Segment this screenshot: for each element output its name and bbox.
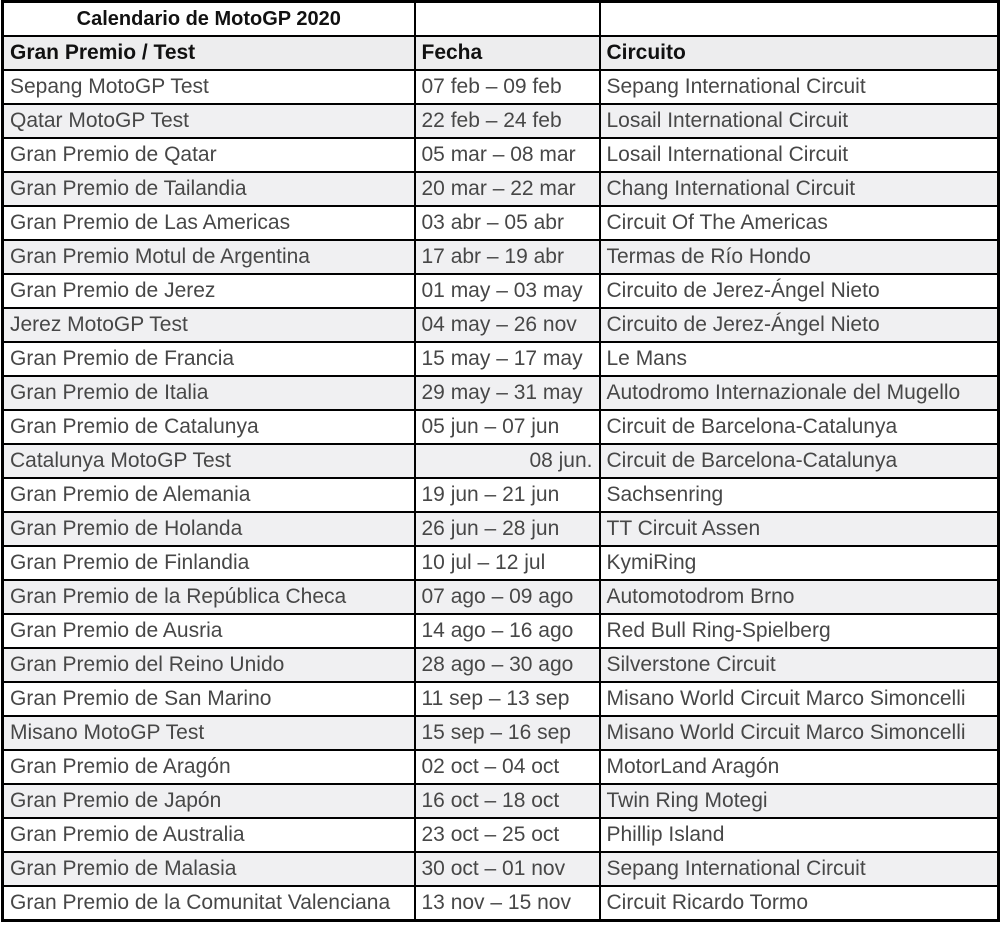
fecha-cell: 07 feb – 09 feb (415, 70, 600, 104)
circuito-cell: Circuit de Barcelona-Catalunya (600, 444, 999, 478)
gp-cell: Gran Premio de Malasia (3, 852, 415, 886)
fecha-cell: 08 jun. (415, 444, 600, 478)
circuito-cell: Silverstone Circuit (600, 648, 999, 682)
table-row (3, 716, 999, 750)
gp-cell: Gran Premio de Tailandia (3, 172, 415, 206)
circuito-cell: Misano World Circuit Marco Simoncelli (600, 682, 999, 716)
fecha-cell: 26 jun – 28 jun (415, 512, 600, 546)
fecha-cell: 15 sep – 16 sep (415, 716, 600, 750)
table-row (3, 240, 999, 274)
fecha-cell: 05 jun – 07 jun (415, 410, 600, 444)
fecha-cell: 16 oct – 18 oct (415, 784, 600, 818)
gp-cell: Misano MotoGP Test (3, 716, 415, 750)
gp-cell: Gran Premio de Jerez (3, 274, 415, 308)
gp-cell: Gran Premio de San Marino (3, 682, 415, 716)
fecha-cell: 14 ago – 16 ago (415, 614, 600, 648)
table-row (3, 614, 999, 648)
fecha-cell: 04 may – 26 nov (415, 308, 600, 342)
fecha-cell: 29 may – 31 may (415, 376, 600, 410)
circuito-cell: Losail International Circuit (600, 104, 999, 138)
table-row (3, 308, 999, 342)
circuito-cell: Autodromo Internazionale del Mugello (600, 376, 999, 410)
gp-cell: Qatar MotoGP Test (3, 104, 415, 138)
gp-cell: Gran Premio del Reino Unido (3, 648, 415, 682)
table-row (3, 478, 999, 512)
circuito-cell: Twin Ring Motegi (600, 784, 999, 818)
gp-cell: Jerez MotoGP Test (3, 308, 415, 342)
table-row (3, 138, 999, 172)
fecha-cell: 22 feb – 24 feb (415, 104, 600, 138)
table-row (3, 104, 999, 138)
circuito-cell: MotorLand Aragón (600, 750, 999, 784)
title-row (3, 2, 999, 37)
gp-cell: Catalunya MotoGP Test (3, 444, 415, 478)
fecha-cell: 05 mar – 08 mar (415, 138, 600, 172)
fecha-cell: 07 ago – 09 ago (415, 580, 600, 614)
table-row (3, 172, 999, 206)
table-row (3, 206, 999, 240)
table-row (3, 818, 999, 852)
gp-cell: Gran Premio de Finlandia (3, 546, 415, 580)
gp-cell: Gran Premio de Catalunya (3, 410, 415, 444)
gp-cell: Gran Premio de Australia (3, 818, 415, 852)
table-row (3, 648, 999, 682)
circuito-cell: Circuit Of The Americas (600, 206, 999, 240)
column-header-gran-premio: Gran Premio / Test (3, 36, 415, 70)
fecha-cell: 23 oct – 25 oct (415, 818, 600, 852)
table-row (3, 546, 999, 580)
fecha-cell: 19 jun – 21 jun (415, 478, 600, 512)
table-row (3, 682, 999, 716)
gp-cell: Gran Premio de Francia (3, 342, 415, 376)
circuito-cell: Circuito de Jerez-Ángel Nieto (600, 308, 999, 342)
circuito-cell: Chang International Circuit (600, 172, 999, 206)
gp-cell: Gran Premio de Las Americas (3, 206, 415, 240)
table-row (3, 852, 999, 886)
fecha-cell: 02 oct – 04 oct (415, 750, 600, 784)
circuito-cell: Termas de Río Hondo (600, 240, 999, 274)
gp-cell: Gran Premio de Qatar (3, 138, 415, 172)
table-row (3, 784, 999, 818)
column-header-fecha: Fecha (415, 36, 600, 70)
fecha-cell: 30 oct – 01 nov (415, 852, 600, 886)
circuito-cell: Sepang International Circuit (600, 852, 999, 886)
table-row (3, 342, 999, 376)
circuito-cell: Circuito de Jerez-Ángel Nieto (600, 274, 999, 308)
column-header-circuito: Circuito (600, 36, 999, 70)
circuito-cell: Circuit de Barcelona-Catalunya (600, 410, 999, 444)
header-row (3, 36, 999, 70)
circuito-cell: Le Mans (600, 342, 999, 376)
title-row-empty-cell-fecha (415, 2, 600, 37)
table-row (3, 410, 999, 444)
gp-cell: Gran Premio de Holanda (3, 512, 415, 546)
table-row (3, 512, 999, 546)
gp-cell: Gran Premio de Japón (3, 784, 415, 818)
circuito-cell: Losail International Circuit (600, 138, 999, 172)
fecha-cell: 20 mar – 22 mar (415, 172, 600, 206)
gp-cell: Gran Premio Motul de Argentina (3, 240, 415, 274)
gp-cell: Sepang MotoGP Test (3, 70, 415, 104)
fecha-cell: 03 abr – 05 abr (415, 206, 600, 240)
gp-cell: Gran Premio de la República Checa (3, 580, 415, 614)
circuito-cell: Phillip Island (600, 818, 999, 852)
fecha-cell: 11 sep – 13 sep (415, 682, 600, 716)
fecha-cell: 15 may – 17 may (415, 342, 600, 376)
circuito-cell: Red Bull Ring-Spielberg (600, 614, 999, 648)
gp-cell: Gran Premio de la Comunitat Valenciana (3, 886, 415, 921)
circuito-cell: Misano World Circuit Marco Simoncelli (600, 716, 999, 750)
table-row (3, 444, 999, 478)
page-title: Calendario de MotoGP 2020 (3, 2, 415, 37)
gp-cell: Gran Premio de Ausria (3, 614, 415, 648)
table-row (3, 886, 999, 921)
table-row (3, 580, 999, 614)
circuito-cell: Automotodrom Brno (600, 580, 999, 614)
circuito-cell: Sachsenring (600, 478, 999, 512)
gp-cell: Gran Premio de Aragón (3, 750, 415, 784)
table-row (3, 274, 999, 308)
circuito-cell: TT Circuit Assen (600, 512, 999, 546)
title-row-empty-cell-circuito (600, 2, 999, 37)
motogp-calendar-table (1, 0, 1000, 922)
circuito-cell: Sepang International Circuit (600, 70, 999, 104)
fecha-cell: 10 jul – 12 jul (415, 546, 600, 580)
fecha-cell: 01 may – 03 may (415, 274, 600, 308)
circuito-cell: KymiRing (600, 546, 999, 580)
gp-cell: Gran Premio de Alemania (3, 478, 415, 512)
circuito-cell: Circuit Ricardo Tormo (600, 886, 999, 921)
fecha-cell: 28 ago – 30 ago (415, 648, 600, 682)
fecha-cell: 13 nov – 15 nov (415, 886, 600, 921)
fecha-cell: 17 abr – 19 abr (415, 240, 600, 274)
table-row (3, 750, 999, 784)
table-row (3, 70, 999, 104)
table-row (3, 376, 999, 410)
calendar-rows (3, 70, 999, 921)
gp-cell: Gran Premio de Italia (3, 376, 415, 410)
